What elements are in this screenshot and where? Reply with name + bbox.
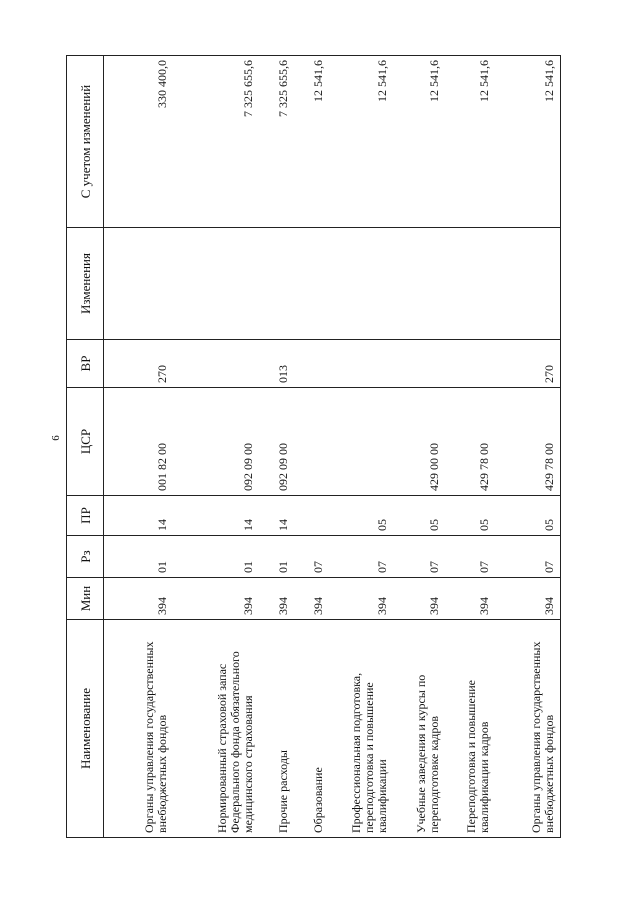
cell-pr: 05 xyxy=(393,496,445,536)
cell-total: 12 541,6 xyxy=(393,56,445,228)
cell-changes xyxy=(445,228,495,340)
cell-min: 394 xyxy=(445,578,495,620)
cell-total: 7 325 655,6 xyxy=(173,56,259,228)
cell-rz: 01 xyxy=(259,536,294,578)
cell-changes xyxy=(173,228,259,340)
header-changes: Изменения xyxy=(67,228,104,340)
cell-rz: 07 xyxy=(445,536,495,578)
table-row xyxy=(104,56,173,838)
cell-total: 12 541,6 xyxy=(495,56,561,228)
table-row xyxy=(329,56,393,838)
cell-changes xyxy=(495,228,561,340)
cell-pr: 05 xyxy=(495,496,561,536)
cell-rz: 07 xyxy=(329,536,393,578)
table-row xyxy=(393,56,445,838)
cell-pr: 05 xyxy=(329,496,393,536)
cell-changes xyxy=(329,228,393,340)
header-csr: ЦСР xyxy=(67,388,104,496)
header-min: Мин xyxy=(67,578,104,620)
header-total: С учетом изменений xyxy=(67,56,104,228)
cell-csr: 429 78 00 xyxy=(445,388,495,496)
cell-min: 394 xyxy=(393,578,445,620)
cell-csr: 001 82 00 xyxy=(104,388,173,496)
cell-min: 394 xyxy=(104,578,173,620)
cell-rz: 01 xyxy=(104,536,173,578)
cell-csr: 429 00 00 xyxy=(393,388,445,496)
page-number: 6 xyxy=(50,435,62,441)
cell-name: Нормированный страховой запас Федерального фонда обязательного медицинского страхования xyxy=(173,620,259,838)
cell-csr: 429 78 00 xyxy=(495,388,561,496)
cell-rz: 01 xyxy=(173,536,259,578)
cell-rz: 07 xyxy=(294,536,329,578)
cell-total: 7 325 655,6 xyxy=(259,56,294,228)
cell-min: 394 xyxy=(329,578,393,620)
header-rz: Рз xyxy=(67,536,104,578)
cell-vr: 013 xyxy=(259,340,294,388)
cell-total: 330 400,0 xyxy=(104,56,173,228)
cell-csr: 092 09 00 xyxy=(173,388,259,496)
cell-pr: 05 xyxy=(445,496,495,536)
cell-name: Переподготовка и повышение квалификации кадров xyxy=(445,620,495,838)
table-row xyxy=(294,56,329,838)
cell-vr xyxy=(445,340,495,388)
cell-min: 394 xyxy=(294,578,329,620)
header-vr: ВР xyxy=(67,340,104,388)
cell-rz: 07 xyxy=(393,536,445,578)
cell-name: Органы управления государственных внебюджетных фондов xyxy=(495,620,561,838)
cell-changes xyxy=(104,228,173,340)
cell-total: 12 541,6 xyxy=(294,56,329,228)
cell-vr xyxy=(173,340,259,388)
header-row xyxy=(67,56,104,838)
cell-changes xyxy=(294,228,329,340)
cell-name: Образование xyxy=(294,620,329,838)
cell-vr: 270 xyxy=(495,340,561,388)
table-row xyxy=(173,56,259,838)
cell-rz: 07 xyxy=(495,536,561,578)
cell-vr xyxy=(329,340,393,388)
cell-csr: 092 09 00 xyxy=(259,388,294,496)
cell-pr: 14 xyxy=(173,496,259,536)
cell-min: 394 xyxy=(173,578,259,620)
cell-name: Учебные заведения и курсы по переподготовке кадров xyxy=(393,620,445,838)
cell-pr: 14 xyxy=(104,496,173,536)
cell-pr: 14 xyxy=(259,496,294,536)
header-name: Наименование xyxy=(67,620,104,838)
budget-table-rotated xyxy=(66,56,590,838)
cell-vr xyxy=(393,340,445,388)
cell-min: 394 xyxy=(495,578,561,620)
cell-name: Прочие расходы xyxy=(259,620,294,838)
table-row xyxy=(495,56,561,838)
cell-vr: 270 xyxy=(104,340,173,388)
cell-changes xyxy=(393,228,445,340)
cell-changes xyxy=(259,228,294,340)
table-row xyxy=(445,56,495,838)
cell-csr xyxy=(329,388,393,496)
cell-name: Профессиональная подготовка, переподготовка и повышение квалификации xyxy=(329,620,393,838)
cell-total: 12 541,6 xyxy=(329,56,393,228)
cell-total: 12 541,6 xyxy=(445,56,495,228)
budget-table xyxy=(66,55,561,838)
header-pr: ПР xyxy=(67,496,104,536)
table-row xyxy=(259,56,294,838)
cell-name: Органы управления государственных внебюджетных фондов xyxy=(104,620,173,838)
cell-pr xyxy=(294,496,329,536)
cell-vr xyxy=(294,340,329,388)
cell-csr xyxy=(294,388,329,496)
cell-min: 394 xyxy=(259,578,294,620)
